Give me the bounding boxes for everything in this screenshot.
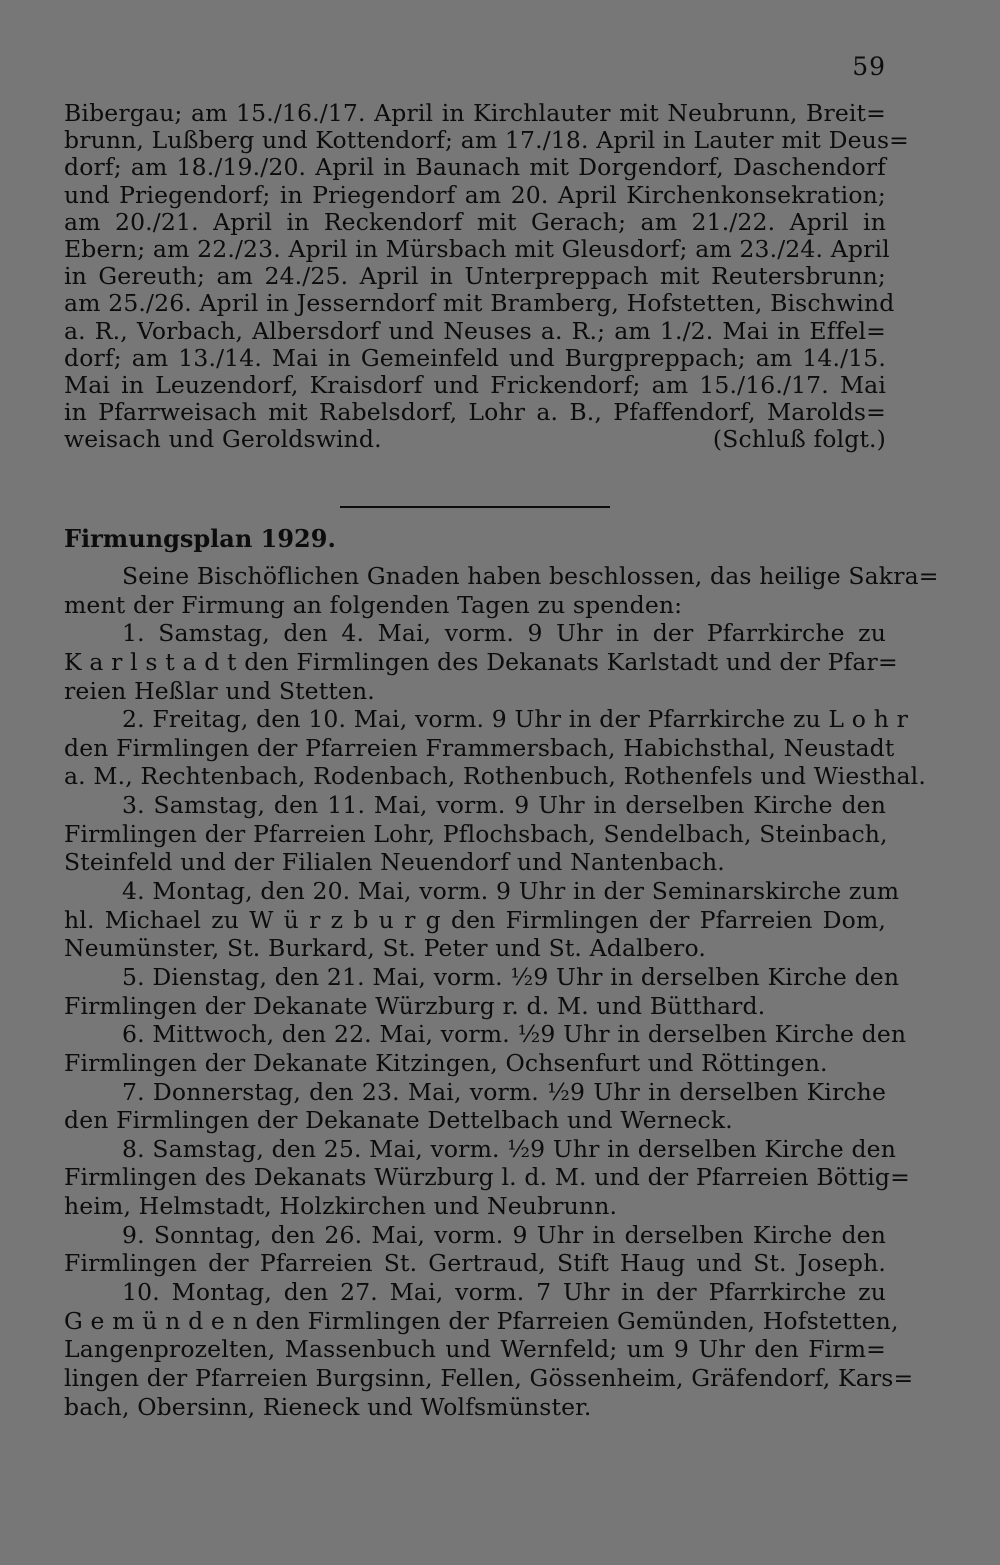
schedule-line: den Firmlingen der Dekanate Dettelbach und Werneck. — [64, 1106, 733, 1135]
to-be-continued-note: (Schluß folgt.) — [712, 425, 886, 454]
text-line: dorf; am 18./19./20. April in Baunach mit Dorgendorf, Daschendorf — [64, 153, 886, 182]
schedule-line: ment der Firmung an folgenden Tagen zu spenden: — [64, 590, 683, 619]
schedule-line: 2. Freitag, den 10. Mai, vorm. 9 Uhr in der Pfarrkirche zu L o h r — [122, 705, 909, 734]
schedule-line: 6. Mittwoch, den 22. Mai, vorm. ½9 Uhr in derselben Kirche den — [122, 1020, 907, 1049]
schedule-line: 10. Montag, den 27. Mai, vorm. 7 Uhr in der Pfarrkirche zu — [122, 1278, 886, 1307]
schedule-line: 8. Samstag, den 25. Mai, vorm. ½9 Uhr in derselben Kirche den — [122, 1134, 896, 1163]
schedule-line: Firmlingen der Pfarreien Lohr, Pflochsbach, Sendelbach, Steinbach, — [64, 819, 888, 848]
confirmation-schedule-block — [64, 562, 939, 1421]
continued-last-text: weisach und Geroldswind. — [64, 425, 382, 454]
schedule-line: Firmlingen der Dekanate Kitzingen, Ochsenfurt und Röttingen. — [64, 1048, 828, 1077]
text-line: in Pfarrweisach mit Rabelsdorf, Lohr a. B., Pfaffendorf, Marolds= — [64, 398, 886, 427]
schedule-line: Langenprozelten, Massenbuch und Wernfeld; um 9 Uhr den Firm= — [64, 1335, 886, 1364]
schedule-line: 5. Dienstag, den 21. Mai, vorm. ½9 Uhr in derselben Kirche den — [122, 962, 900, 991]
section-heading: Firmungsplan 1929. — [64, 524, 336, 553]
continued-last-line — [64, 426, 886, 453]
text-line: Ebern; am 22./23. April in Mürsbach mit Gleusdorf; am 23./24. April — [64, 234, 890, 263]
text-line: und Priegendorf; in Priegendorf am 20. April Kirchenkonsekration; — [64, 180, 886, 209]
text-line: dorf; am 13./14. Mai in Gemeinfeld und Burgpreppach; am 14./15. — [64, 343, 886, 372]
page-number: 59 — [852, 52, 886, 81]
schedule-line: Firmlingen der Pfarreien St. Gertraud, Stift Haug und St. Joseph. — [64, 1249, 886, 1278]
text-line: brunn, Lußberg und Kottendorf; am 17./18. April in Lauter mit Deus= — [64, 126, 910, 155]
schedule-line: Firmlingen der Dekanate Würzburg r. d. M. und Bütthard. — [64, 991, 766, 1020]
schedule-line: reien Heßlar und Stetten. — [64, 676, 375, 705]
schedule-line: bach, Obersinn, Rieneck und Wolfsmünster. — [64, 1392, 592, 1421]
schedule-line: Seine Bischöflichen Gnaden haben beschlossen, das heilige Sakra= — [122, 562, 939, 590]
text-line: Bibergau; am 15./16./17. April in Kirchlauter mit Neubrunn, Breit= — [64, 99, 886, 127]
text-line: am 25./26. April in Jesserndorf mit Bramberg, Hofstetten, Bischwind — [64, 289, 895, 318]
text-line: a. R., Vorbach, Albersdorf und Neuses a. R.; am 1./2. Mai in Effel= — [64, 316, 886, 345]
schedule-line: 4. Montag, den 20. Mai, vorm. 9 Uhr in der Seminarskirche zum — [122, 877, 900, 906]
text-line: Mai in Leuzendorf, Kraisdorf und Frickendorf; am 15./16./17. Mai — [64, 370, 886, 399]
schedule-line: hl. Michael zu W ü r z b u r g den Firmlingen der Pfarreien Dom, — [64, 905, 886, 934]
schedule-line: 3. Samstag, den 11. Mai, vorm. 9 Uhr in derselben Kirche den — [122, 791, 886, 820]
schedule-line: heim, Helmstadt, Holzkirchen und Neubrunn. — [64, 1192, 618, 1221]
schedule-line: K a r l s t a d t den Firmlingen des Dekanats Karlstadt und der Pfar= — [64, 647, 898, 676]
schedule-line: G e m ü n d e n den Firmlingen der Pfarreien Gemünden, Hofstetten, — [64, 1306, 899, 1335]
schedule-line: a. M., Rechtenbach, Rodenbach, Rothenbuch, Rothenfels und Wiesthal. — [64, 762, 926, 791]
continued-text-block — [64, 99, 910, 454]
document-page — [64, 0, 939, 1565]
schedule-line: den Firmlingen der Pfarreien Frammersbach, Habichsthal, Neustadt — [64, 733, 895, 762]
schedule-line: 7. Donnerstag, den 23. Mai, vorm. ½9 Uhr in derselben Kirche — [122, 1077, 886, 1106]
schedule-line: 1. Samstag, den 4. Mai, vorm. 9 Uhr in der Pfarrkirche zu — [122, 619, 886, 648]
text-line: am 20./21. April in Reckendorf mit Gerach; am 21./22. April in — [64, 207, 886, 236]
schedule-line: Firmlingen des Dekanats Würzburg l. d. M. und der Pfarreien Böttig= — [64, 1163, 910, 1192]
schedule-line: 9. Sonntag, den 26. Mai, vorm. 9 Uhr in derselben Kirche den — [122, 1220, 886, 1249]
text-line: in Gereuth; am 24./25. April in Unterpreppach mit Reutersbrunn; — [64, 262, 886, 291]
schedule-line: Steinfeld und der Filialen Neuendorf und Nantenbach. — [64, 848, 725, 877]
schedule-line: Neumünster, St. Burkard, St. Peter und St. Adalbero. — [64, 934, 706, 963]
schedule-line: lingen der Pfarreien Burgsinn, Fellen, Gössenheim, Gräfendorf, Kars= — [64, 1363, 914, 1392]
section-divider — [340, 506, 610, 508]
